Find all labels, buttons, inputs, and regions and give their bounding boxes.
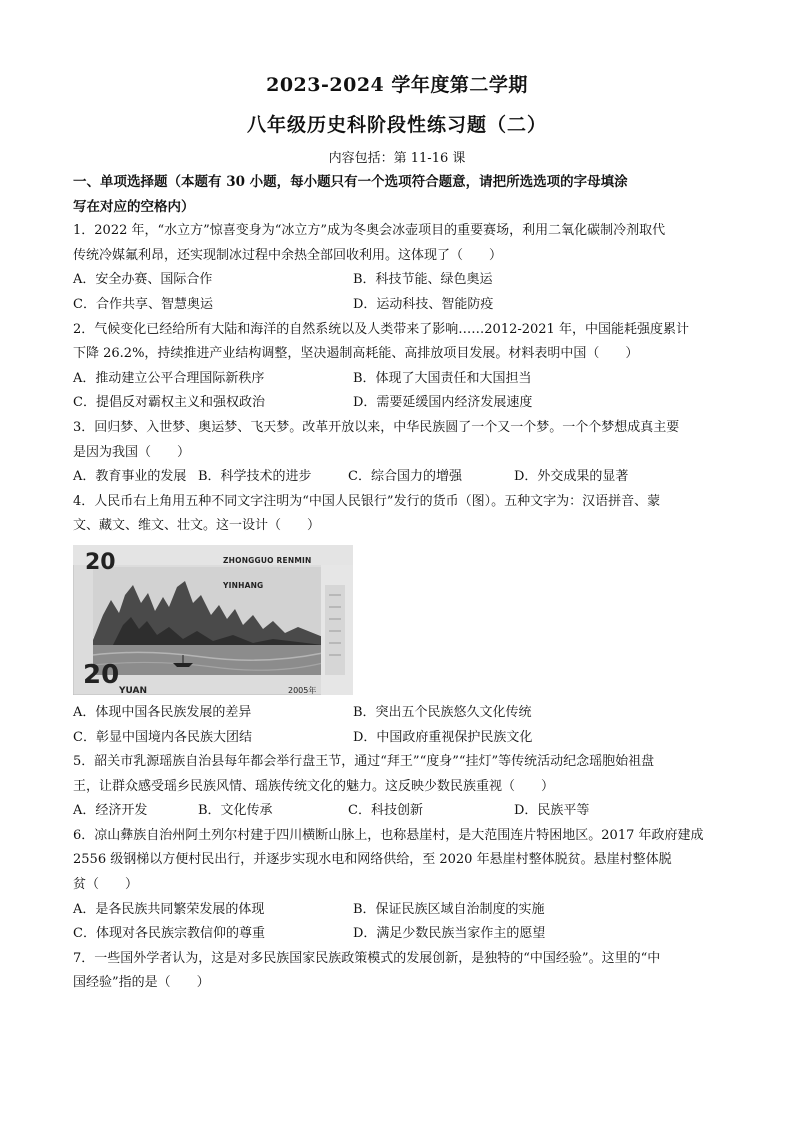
question-text-line: 5．韶关市乳源瑶族自治县每年都会举行盘王节，通过“拜王”“度身”“挂灯”等传统活动纪念瑶胞始祖盘 xyxy=(73,754,655,770)
exam-content xyxy=(73,170,723,996)
question-2-options xyxy=(73,367,723,416)
option-c[interactable]: C．科技创新 xyxy=(348,803,423,819)
question-text-line: 7．一些国外学者认为，这是对多民族国家民族政策模式的发展创新，是独特的“中国经验”。这里的“中 xyxy=(73,950,661,966)
option-a[interactable]: A．体现中国各民族发展的差异 xyxy=(73,704,252,720)
question-4-options xyxy=(73,701,723,750)
question-5-options xyxy=(73,799,723,824)
question-6 xyxy=(73,824,723,898)
question-1-options xyxy=(73,268,723,317)
denomination-bottom: 20 xyxy=(83,659,120,690)
question-3 xyxy=(73,416,723,465)
question-2 xyxy=(73,318,723,367)
option-c[interactable]: C．合作共享、智慧奥运 xyxy=(73,296,213,312)
option-b[interactable]: B．保证民族区域自治制度的实施 xyxy=(353,901,545,917)
question-text-line: 贫（ ） xyxy=(73,877,139,893)
question-text-line: 2．气候变化已经给所有大陆和海洋的自然系统以及人类带来了影响……2012-2021 年，中国能耗强度累计 xyxy=(73,321,689,337)
exam-title: 八年级历史科阶段性练习题（二） xyxy=(246,114,547,136)
question-4 xyxy=(73,490,723,539)
question-5 xyxy=(73,750,723,799)
rmb-20-yuan-image xyxy=(73,545,353,695)
section-heading xyxy=(73,170,723,219)
option-b[interactable]: B．突出五个民族悠久文化传统 xyxy=(353,704,532,720)
unit-label: YUAN xyxy=(119,685,148,695)
question-text-line: 是因为我国（ ） xyxy=(73,444,191,460)
option-a[interactable]: A．安全办赛、国际合作 xyxy=(73,272,213,288)
option-a[interactable]: A．经济开发 xyxy=(73,803,148,819)
option-c[interactable]: C．综合国力的增强 xyxy=(348,469,462,485)
section-heading-line: 写在对应的空格内） xyxy=(73,198,195,215)
option-a[interactable]: A．推动建立公平合理国际新秩序 xyxy=(73,370,265,386)
denomination-top: 20 xyxy=(85,549,116,575)
option-b[interactable]: B．科技节能、绿色奥运 xyxy=(353,272,493,288)
content-scope: 内容包括：第 11-16 课 xyxy=(328,151,466,166)
question-text-line: 传统冷媒氟利昂，还实现制冰过程中余热全部回收利用。这体现了（ ） xyxy=(73,247,503,263)
question-text-line: 下降 26.2%，持续推进产业结构调整，坚决遏制高耗能、高排放项目发展。材料表明中国（ ） xyxy=(73,346,639,362)
option-d[interactable]: D．外交成果的显著 xyxy=(514,469,629,485)
option-d[interactable]: D．民族平等 xyxy=(514,803,590,819)
question-text-line: 1．2022 年，“水立方”惊喜变身为“冰立方”成为冬奥会冰壶项目的重要赛场，利用二氧化碳制冷剂取代 xyxy=(73,223,666,239)
question-text-line: 王，让群众感受瑶乡民族风情、瑶族传统文化的魅力。这反映少数民族重视（ ） xyxy=(73,778,555,794)
option-c[interactable]: C．彰显中国境内各民族大团结 xyxy=(73,729,252,745)
question-6-options xyxy=(73,898,723,947)
question-3-options xyxy=(73,465,723,490)
year-label: 2005年 xyxy=(288,685,317,695)
option-a[interactable]: A．是各民族共同繁荣发展的体现 xyxy=(73,901,265,917)
option-b[interactable]: B．体现了大国责任和大国担当 xyxy=(353,370,532,386)
option-c[interactable]: C．体现对各民族宗教信仰的尊重 xyxy=(73,926,265,942)
pinyin-label: ZHONGGUO RENMIN YINHANG xyxy=(223,555,312,590)
option-b[interactable]: B．科学技术的进步 xyxy=(198,469,312,485)
exam-title-year: 2023-2024 学年度第二学期 xyxy=(266,74,528,96)
option-d[interactable]: D．需要延缓国内经济发展速度 xyxy=(353,395,533,411)
option-b[interactable]: B．文化传承 xyxy=(198,803,273,819)
option-d[interactable]: D．满足少数民族当家作主的愿望 xyxy=(353,926,546,942)
question-text-line: 4．人民币右上角用五种不同文字注明为“中国人民银行”发行的货币（图）。五种文字为：汉语拼音、蒙 xyxy=(73,493,661,509)
option-d[interactable]: D．运动科技、智能防疫 xyxy=(353,296,494,312)
section-heading-line: 一、单项选择题（本题有 30 小题，每小题只有一个选项符合题意，请把所选选项的字母填涂 xyxy=(73,174,628,190)
question-text-line: 6．凉山彝族自治州阿土列尔村建于四川横断山脉上，也称悬崖村，是大范围连片特困地区。2017 年政府建成 xyxy=(73,827,704,843)
option-c[interactable]: C．提倡反对霸权主义和强权政治 xyxy=(73,395,265,411)
question-1 xyxy=(73,219,723,268)
question-7 xyxy=(73,947,723,996)
question-text-line: 2556 级钢梯以方便村民出行，并逐步实现水电和网络供给，至 2020 年悬崖村整体脱贫。悬崖村整体脱 xyxy=(73,852,672,868)
question-text-line: 文、藏文、维文、壮文。这一设计（ ） xyxy=(73,518,321,534)
option-d[interactable]: D．中国政府重视保护民族文化 xyxy=(353,729,533,745)
question-text-line: 3．回归梦、入世梦、奥运梦、飞天梦。改革开放以来，中华民族圆了一个又一个梦。一个个梦想成真主要 xyxy=(73,419,680,435)
question-text-line: 国经验”指的是（ ） xyxy=(73,975,210,991)
option-a[interactable]: A．教育事业的发展 xyxy=(73,469,187,485)
